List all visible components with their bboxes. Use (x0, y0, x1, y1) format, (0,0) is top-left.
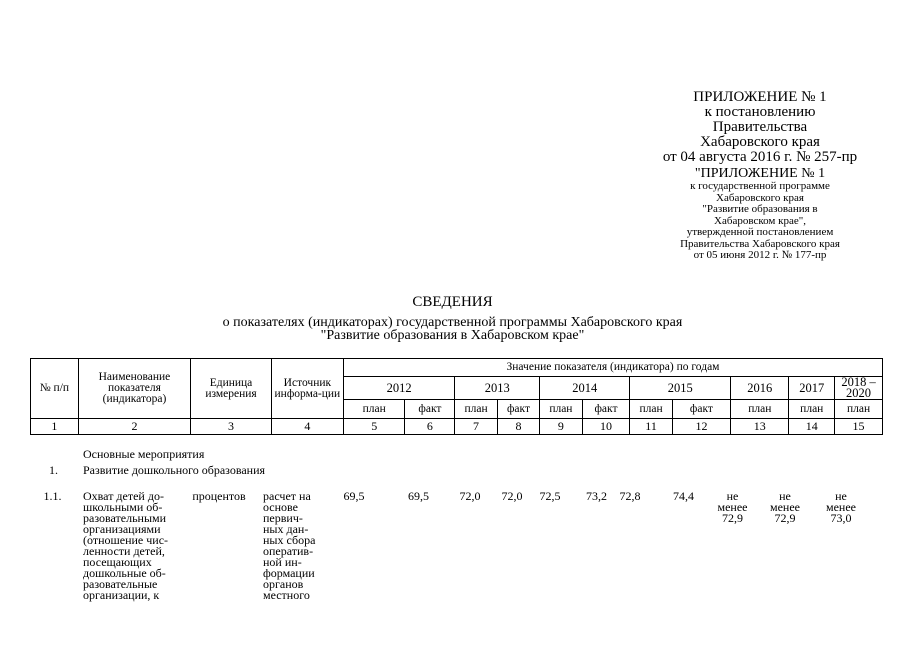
header-row (31, 359, 883, 377)
column-number: 11 (630, 419, 672, 435)
appendix-program-block (640, 166, 880, 262)
section-main-title: Основные мероприятия (83, 447, 205, 461)
fact-header: факт (497, 400, 539, 419)
indicator-name-line: посещающих (83, 555, 152, 569)
column-numbers-row (31, 419, 883, 435)
plan-header: план (835, 400, 883, 419)
indicator-name-line: ленности детей, (83, 544, 165, 558)
appendix-program-line: "Развитие образования в (702, 203, 818, 215)
indicator-name-line: разовательные (83, 577, 158, 591)
plan-header: план (630, 400, 672, 419)
appendix-order-line: к постановлению (704, 104, 816, 120)
year-header: 2013 (455, 377, 540, 400)
source (263, 491, 327, 601)
document-subtitle (0, 316, 905, 342)
source-line: органов (263, 577, 304, 591)
value-2013-plan: 72,0 (459, 489, 481, 503)
value-2012-fact: 69,5 (408, 489, 429, 503)
indicator-name-line: разовательными (83, 511, 167, 525)
plan-header: план (789, 400, 835, 419)
appendix-program-line: от 05 июня 2012 г. № 177-пр (693, 249, 827, 261)
column-number: 3 (191, 419, 272, 435)
column-number: 6 (405, 419, 455, 435)
appendix-program-line: к государственной программе (690, 180, 830, 192)
source-line: ной ин- (263, 555, 302, 569)
plan-header: план (731, 400, 789, 419)
column-number: 4 (271, 419, 343, 435)
column-number: 5 (343, 419, 405, 435)
source-line: оператив- (263, 544, 314, 558)
year-header: 2014 (540, 377, 630, 400)
value-2013-fact: 72,0 (501, 489, 523, 503)
value-line: не (779, 489, 791, 503)
column-number: 7 (455, 419, 497, 435)
value-line: 73,0 (830, 511, 852, 525)
row-number: 1.1. (43, 489, 62, 503)
indicator-name-line: Охват детей до- (83, 489, 164, 503)
fact-header: факт (672, 400, 730, 419)
source-line: ных сбора (263, 533, 316, 547)
plan-header: план (455, 400, 497, 419)
document-subtitle-line: о показателях (индикаторах) государственной программы Хабаровского края (222, 315, 683, 330)
appendix-order-line: Правительства (712, 119, 808, 135)
indicator-name-line: (отношение чис- (83, 533, 169, 547)
appendix-program-line: Правительства Хабаровского края (680, 237, 840, 250)
value-2014-fact: 73,2 (586, 489, 607, 503)
source-line: формации (263, 566, 315, 580)
source-line: ных дан- (263, 522, 309, 536)
column-number: 10 (582, 419, 630, 435)
appendix-program-line: утвержденной постановлением (686, 226, 834, 238)
source-line: основе (263, 500, 298, 514)
document-title: СВЕДЕНИЯ (412, 294, 493, 310)
year-header: 2017 (789, 377, 835, 400)
fact-header: факт (405, 400, 455, 419)
column-number: 13 (731, 419, 789, 435)
source-line: первич- (263, 511, 303, 525)
column-number: 15 (835, 419, 883, 435)
col-no-header: № п/п (31, 359, 79, 419)
section-title: Развитие дошкольного образования (83, 463, 266, 477)
year-header: 2012 (343, 377, 454, 400)
value-2016 (705, 491, 760, 524)
value-line: менее (770, 500, 800, 514)
value-line: 72,9 (722, 511, 743, 525)
indicator-name-line: организации, к (83, 588, 160, 602)
value-2018-2020 (817, 491, 865, 524)
column-number: 14 (789, 419, 835, 435)
value-2015-plan: 72,8 (619, 489, 641, 503)
value-line: 72,9 (774, 511, 796, 525)
plan-header: план (540, 400, 582, 419)
source-line: местного (263, 588, 310, 602)
value-line: не (835, 489, 847, 503)
column-number: 2 (78, 419, 190, 435)
year-header: 2015 (630, 377, 731, 400)
indicator-name-line: школьными об- (83, 500, 163, 514)
indicator-name-line: дошкольные об- (83, 566, 166, 580)
column-number: 1 (31, 419, 79, 435)
value-line: менее (826, 500, 856, 514)
col-source-header: Источник информа-ции (271, 359, 343, 419)
value-line: менее (717, 500, 748, 514)
appendix-program-line: Хабаровском крае", (714, 214, 806, 227)
value-line: не (726, 489, 739, 503)
column-number: 12 (672, 419, 730, 435)
document-subtitle-line: "Развитие образования в Хабаровском крае" (320, 328, 585, 343)
appendix-program-line: Хабаровского края (716, 191, 804, 204)
year-header: 2018 – 2020 (835, 377, 883, 400)
fact-header: факт (582, 400, 630, 419)
appendix-order-line: Хабаровского края (700, 134, 820, 150)
appendix-program-title: "ПРИЛОЖЕНИЕ № 1 (694, 166, 826, 181)
unit: процентов (192, 489, 246, 503)
value-2014-plan: 72,5 (539, 489, 561, 503)
appendix-order-line: от 04 августа 2016 г. № 257-пр (662, 149, 858, 165)
appendix-order-title: ПРИЛОЖЕНИЕ № 1 (693, 89, 827, 105)
value-2015-fact: 74,4 (673, 489, 694, 503)
value-2017 (762, 491, 808, 524)
year-header: 2016 (731, 377, 789, 400)
col-name-header: Наименование показателя (индикатора) (78, 359, 190, 419)
indicators-table-header (30, 358, 883, 435)
source-line: расчет на (263, 489, 311, 503)
col-unit-header: Единица измерения (191, 359, 272, 419)
indicator-name-line: организациями (83, 522, 161, 536)
column-number: 8 (497, 419, 539, 435)
table-row (30, 491, 883, 651)
section-number: 1. (49, 463, 58, 477)
indicator-name (83, 491, 183, 601)
column-number: 9 (540, 419, 582, 435)
value-2012-plan: 69,5 (343, 489, 365, 503)
values-header: Значение показателя (индикатора) по годам (343, 359, 882, 377)
plan-header: план (343, 400, 405, 419)
appendix-order-block (640, 90, 880, 165)
